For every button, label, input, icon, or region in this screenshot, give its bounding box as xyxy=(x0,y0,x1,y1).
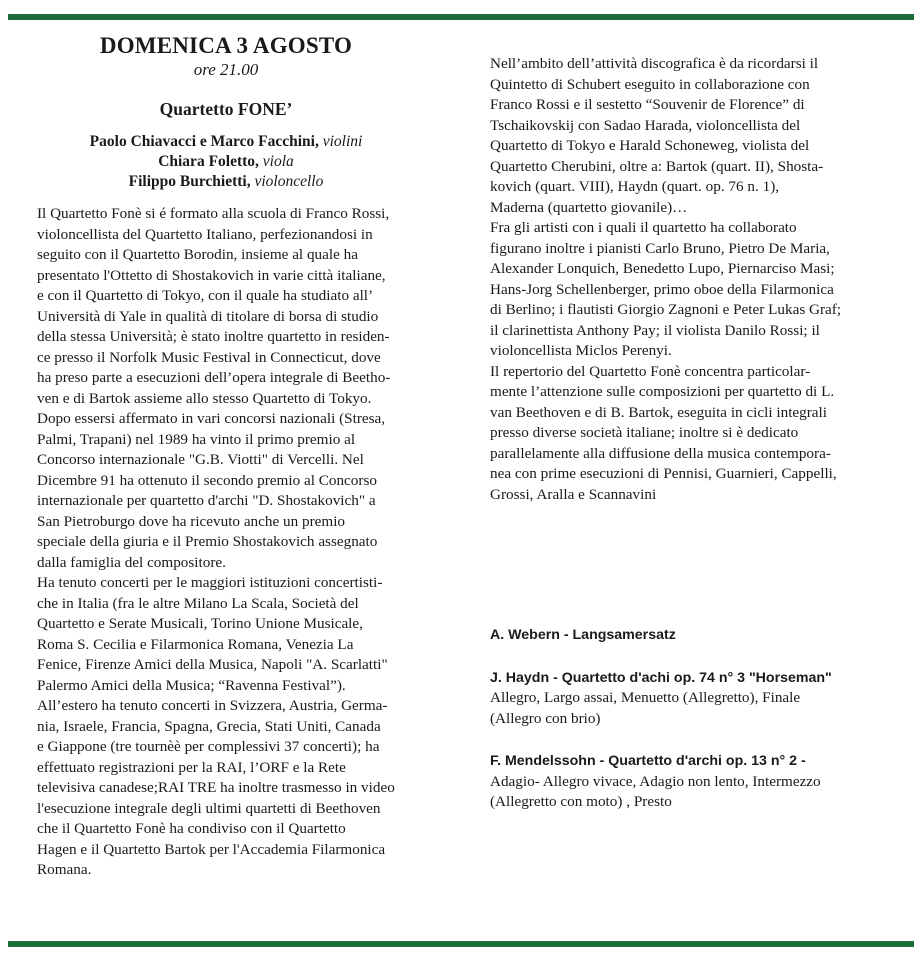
program-item xyxy=(490,751,890,813)
program-item-movements: Adagio- Allegro vivace, Adagio non lento, Intermezzo (Allegretto con moto) , Presto xyxy=(490,772,821,810)
member-line: Paolo Chiavacci e Marco Facchini, violini xyxy=(89,133,363,150)
program-list xyxy=(490,625,890,813)
bottom-rule xyxy=(8,941,914,947)
program-item-movements: Allegro, Largo assai, Menuetto (Allegretto), Finale (Allegro con brio) xyxy=(490,689,801,727)
program-item-title: F. Mendelssohn - Quartetto d'archi op. 13 n° 2 - xyxy=(490,753,806,769)
program-item-title: J. Haydn - Quartetto d'achi op. 74 n° 3 "Horseman" xyxy=(490,669,832,686)
program-item-title: A. Webern - Langsamersatz xyxy=(490,627,676,643)
member-line: Filippo Burchietti, violoncello xyxy=(128,173,324,190)
top-rule xyxy=(8,14,914,20)
ensemble-name: Quartetto FONE’ xyxy=(159,99,293,119)
concert-date: DOMENICA 3 AGOSTO xyxy=(99,33,353,58)
right-column xyxy=(490,54,885,505)
program-item xyxy=(490,668,890,730)
biography-right: Nell’ambito dell’attività discografica è da ricordarsi il Quintetto di Schubert eseguito in collaborazione con Franco Rossi e il sestetto “Souvenir de Florence” di Tschaikovskij con Sadao Harada, violoncellista del Quartetto di Tokyo e Harald Schoneweg, violista del Quartetto Cherubini, oltre a: Bartok (quart. II), Shosta- kovich (quart. VIII), Haydn (quart. op. 76 n. 1), Maderna (quartetto giovanile)… Fra gli artisti con i quali il quartetto ha collaborato figurano inoltre i pianisti Carlo Bruno, Pietro De Maria, Alexander Lonquich, Benedetto Lupo, Piernarciso Masi; Hans-Jorg Schellenberger, primo oboe della Filarmonica di Berlino; i flautisti Giorgio Zagnoni e Peter Lukas Graf; il clarinettista Anthony Pay; il violista Danilo Rossi; il violoncellista Miclos Perenyi. Il repertorio del Quartetto Fonè concentra particolar- mente l’attenzione sulle composizioni per quartetto di L. van Beethoven e di B. Bartok, eseguita in cicli integrali presso diverse società italiane; inoltre si è dedicato parallelamente alla diffusione della musica contempora- nea con prime esecuzioni di Pennisi, Guarnieri, Cappelli, Grossi, Aralla e Scannavini xyxy=(490,55,842,503)
concert-header xyxy=(37,32,415,192)
members-list xyxy=(37,132,415,192)
program-item xyxy=(490,625,890,646)
biography-left: Il Quartetto Fonè si é formato alla scuola di Franco Rossi, violoncellista del Quartetto Italiano, perfezionandosi in seguito con il Quartetto Borodin, insieme al quale ha presentato l'Ottetto di Shostakovich in varie città italiane, e con il Quartetto di Tokyo, con il quale ha studiato all’ Università di Yale in qualità di titolare di borsa di studio della stessa Università; è stato inoltre quartetto in residen- ce presso il Norfolk Music Festival in Connecticut, dove ha preso parte a esecuzioni dell’opera integrale di Beetho- ven e di Bartok assieme allo stesso Quartetto di Tokyo. Dopo essersi affermato in vari concorsi nazionali (Stresa, Palmi, Trapani) nel 1989 ha vinto il primo premio al Concorso internazionale "G.B. Viotti" di Vercelli. Nel Dicembre 91 ha ottenuto il secondo premio al Concorso internazionale per quartetto d'archi "D. Shostakovich" a San Pietroburgo dove ha ricevuto anche un premio speciale della giuria e il Premio Shostakovich assegnato dalla famiglia del compositore. Ha tenuto concerti per le maggiori istituzioni concertisti- che in Italia (fra le altre Milano La Scala, Società del Quartetto e Serate Musicali, Torino Unione Musicale, Roma S. Cecilia e Filarmonica Romana, Venezia La Fenice, Firenze Amici della Musica, Napoli "A. Scarlatti" Palermo Amici della Musica; “Ravenna Festival”). All’estero ha tenuto concerti in Svizzera, Austria, Germa- nia, Israele, Francia, Spagna, Grecia, Stati Uniti, Canada e Giappone (tre tournèè per complessivi 37 concerti); ha effettuato registrazioni per la RAI, l’ORF e la Rete televisiva canadese;RAI TRE ha inoltre trasmesso in video l'esecuzione integrale degli ultimi quartetti di Beethoven che il Quartetto Fonè ha condiviso con il Quartetto Hagen e il Quartetto Bartok per l'Accademia Filarmonica Romana. xyxy=(37,205,395,878)
concert-time: ore 21.00 xyxy=(193,60,259,79)
member-line: Chiara Foletto, viola xyxy=(158,153,294,170)
left-column xyxy=(37,32,437,881)
